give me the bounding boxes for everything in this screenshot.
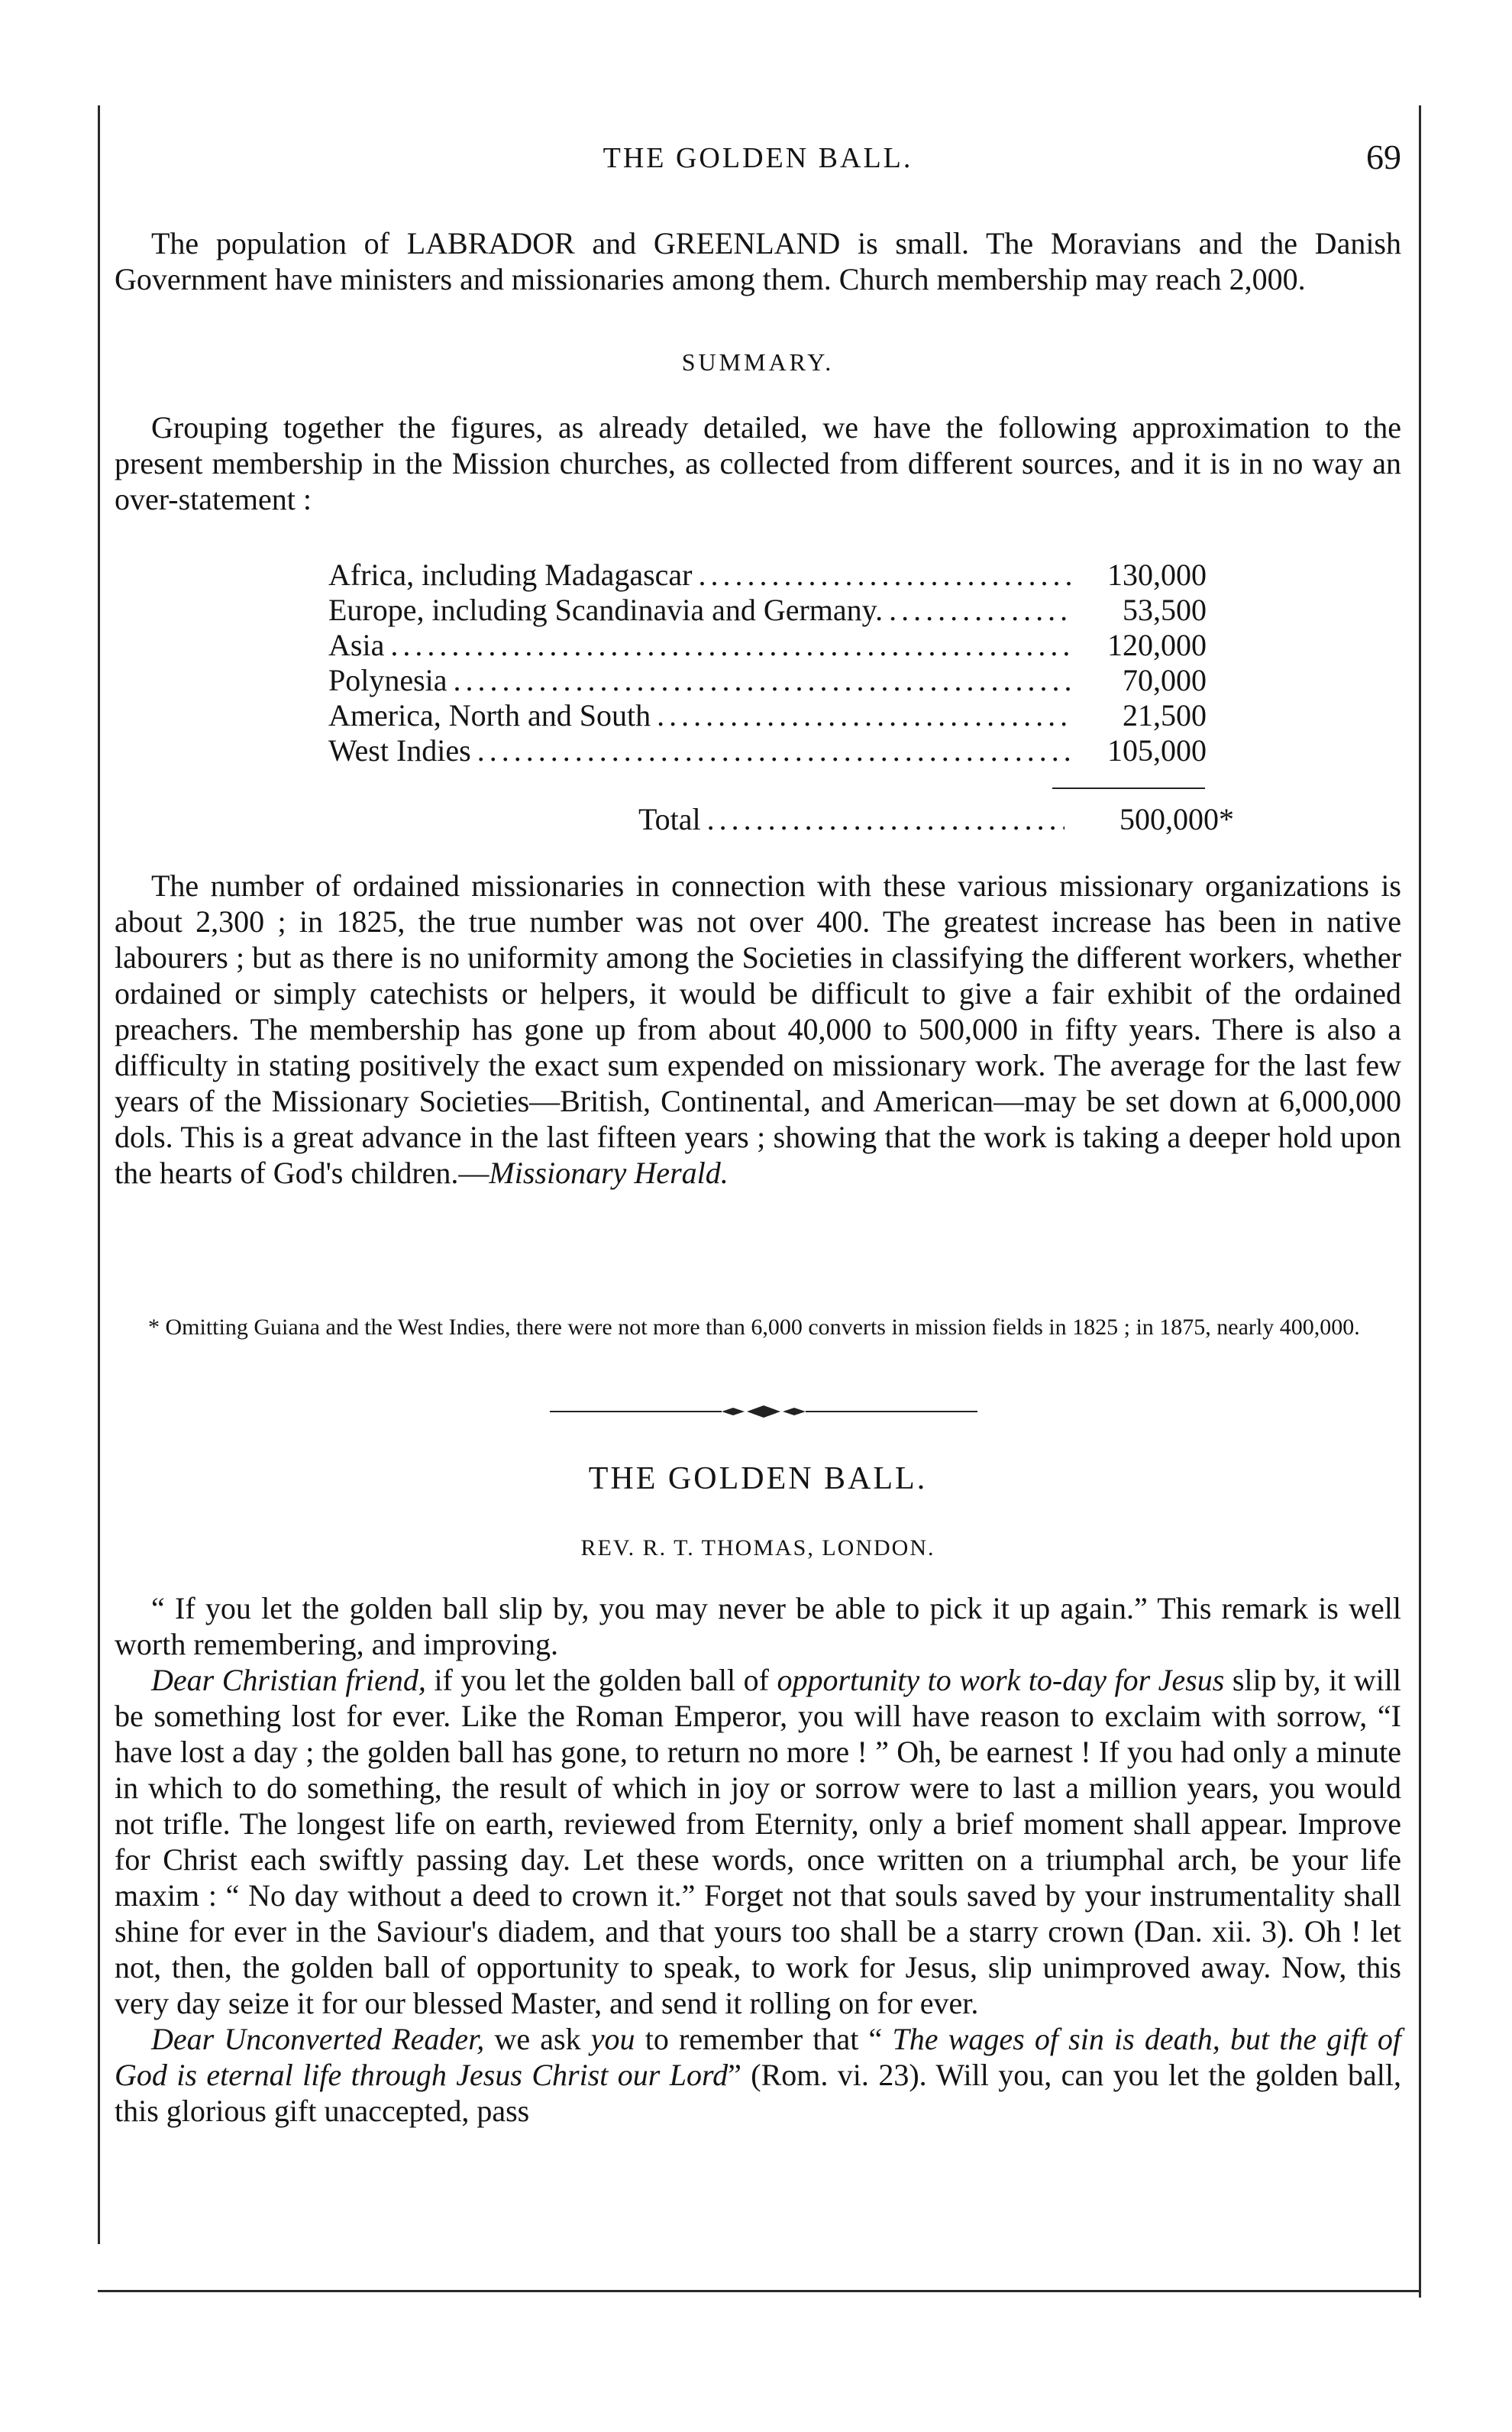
missionaries-paragraph-block	[115, 868, 1401, 1191]
total-value: 500,000*	[1119, 802, 1234, 836]
leader-dots	[698, 558, 1071, 593]
missionaries-paragraph-source: Missionary Herald.	[489, 1156, 729, 1190]
leader-dots	[454, 663, 1071, 698]
left-border-rule	[98, 105, 100, 2244]
table-row-label: America, North and South	[328, 698, 651, 733]
intro-paragraph-block	[115, 225, 1401, 297]
table-row-value: 105,000	[1107, 733, 1207, 768]
footnote	[115, 1314, 1401, 1341]
table-row-label: Asia	[328, 628, 385, 662]
table-row-value: 70,000	[1123, 663, 1207, 697]
p3-scripture-quote: The wages of sin is death, but the gift of God is eternal life through Jesus Christ our Lord	[115, 2022, 1401, 2092]
p2-italic-phrase: opportunity to work to-day for Jesus	[777, 1663, 1225, 1697]
article-body	[115, 1590, 1401, 2129]
article-paragraph-1: “ If you let the golden ball slip by, you may never be able to pick it up again.” This remark is well worth remembering, and improving.	[115, 1591, 1401, 1661]
right-border-rule	[1419, 105, 1421, 2298]
missionaries-paragraph	[115, 868, 1401, 1191]
table-row-value: 130,000	[1107, 558, 1207, 592]
salutation-christian: Dear Christian friend,	[151, 1663, 426, 1697]
p3-text-a: we ask	[484, 2022, 591, 2056]
leader-dots	[657, 698, 1071, 733]
summary-heading: SUMMARY.	[681, 348, 835, 376]
article-paragraph-3	[115, 2021, 1401, 2129]
table-row-label: West Indies	[328, 733, 471, 768]
table-row-value: 21,500	[1123, 698, 1207, 733]
p2-text-a: if you let the golden ball of	[425, 1663, 777, 1697]
leader-dots	[889, 593, 1071, 628]
membership-table	[328, 558, 1207, 768]
p2-text-b: slip by, it will be something lost for ever. Like the Roman Emperor, you will have reason to exclaim with sorrow, “I have lost a day ; the golden ball has gone, to return no more ! ” Oh, be earnest ! If you had only a minute in which to do something, the result of which in joy or sorrow were to last a million years, you would not trifle. The longest life on earth, reviewed from Eternity, only a brief moment shall appear. Improve for Christ each swiftly passing day. Let these words, once written on a triumphal arch, be your life maxim : “ No day without a deed to crown it.” Forget not that souls saved by your instrumentality shall shine for ever in the Saviour's diadem, and that yours too shall be a starry crown (Dan. xii. 3). Oh ! let not, then, the golden ball of opportunity to speak, to work for Jesus, slip unimproved away. Now, this very day seize it for our blessed Master, and send it rolling on for ever.	[115, 1663, 1402, 2020]
leader-dots	[390, 628, 1071, 663]
table-row	[328, 698, 1207, 733]
table-row-label: Europe, including Scandinavia and Germany.	[328, 593, 884, 627]
leader-dots	[707, 802, 1065, 837]
p3-text-c: ” (Rom. vi. 23). Will you, can you let the golden ball, this glorious gift unaccepted, pass	[115, 2058, 1401, 2128]
running-head: THE GOLDEN BALL.	[603, 142, 913, 174]
total-label: Total	[638, 802, 701, 836]
table-row-value: 53,500	[1123, 593, 1207, 627]
total-row	[638, 802, 1234, 837]
total-rule	[1052, 787, 1205, 789]
p3-you: you	[590, 2022, 635, 2056]
summary-paragraph-block	[115, 409, 1401, 517]
intro-paragraph: The population of LABRADOR and GREENLAND is small. The Moravians and the Danish Government have ministers and missionaries among them. Church membership may reach 2,000.	[115, 226, 1401, 296]
article-paragraph-2	[115, 1662, 1401, 2021]
ornament-divider	[550, 1404, 977, 1419]
footnote-text: * Omitting Guiana and the West Indies, there were not more than 6,000 converts in mission fields in 1825 ; in 1875, nearly 400,000.	[148, 1315, 1360, 1340]
table-row-value: 120,000	[1107, 628, 1207, 662]
missionaries-paragraph-text: The number of ordained missionaries in connection with these various missionary organizations is about 2,300 ; in 1825, the true number was not over 400. The greatest increase has been in native labourers ; but as there is no uniformity among the Societies in classifying the different workers, whether ordained or simply catechists or helpers, it would be difficult to give a fair exhibit of the ordained preachers. The membership has gone up from about 40,000 to 500,000 in fifty years. There is also a difficulty in stating positively the exact sum expended on missionary work. The average for the last few years of the Missionary Societies—British, Continental, and American—may be set down at 6,000,000 dols. This is a great advance in the last fifteen years ; showing that the work is taking a deeper hold upon the hearts of God's children.—	[115, 868, 1401, 1190]
table-row-label: Polynesia	[328, 663, 447, 697]
table-row	[328, 733, 1207, 768]
page-header	[115, 137, 1401, 187]
table-row-label: Africa, including Madagascar	[328, 558, 693, 592]
leader-dots	[477, 733, 1071, 768]
bottom-border-rule	[98, 2290, 1420, 2292]
article-title: THE GOLDEN BALL.	[588, 1461, 928, 1496]
page-number: 69	[1366, 137, 1401, 176]
table-row	[328, 628, 1207, 663]
summary-paragraph: Grouping together the figures, as already detailed, we have the following approximation to the present membership in the Mission churches, as collected from different sources, and it is in no way an over-statement :	[115, 410, 1401, 516]
table-row	[328, 558, 1207, 593]
p3-text-b: to remember that “	[635, 2022, 893, 2056]
table-row	[328, 593, 1207, 628]
article-byline: REV. R. T. THOMAS, LONDON.	[580, 1535, 935, 1560]
salutation-unconverted: Dear Unconverted Reader,	[151, 2022, 485, 2056]
table-row	[328, 663, 1207, 698]
